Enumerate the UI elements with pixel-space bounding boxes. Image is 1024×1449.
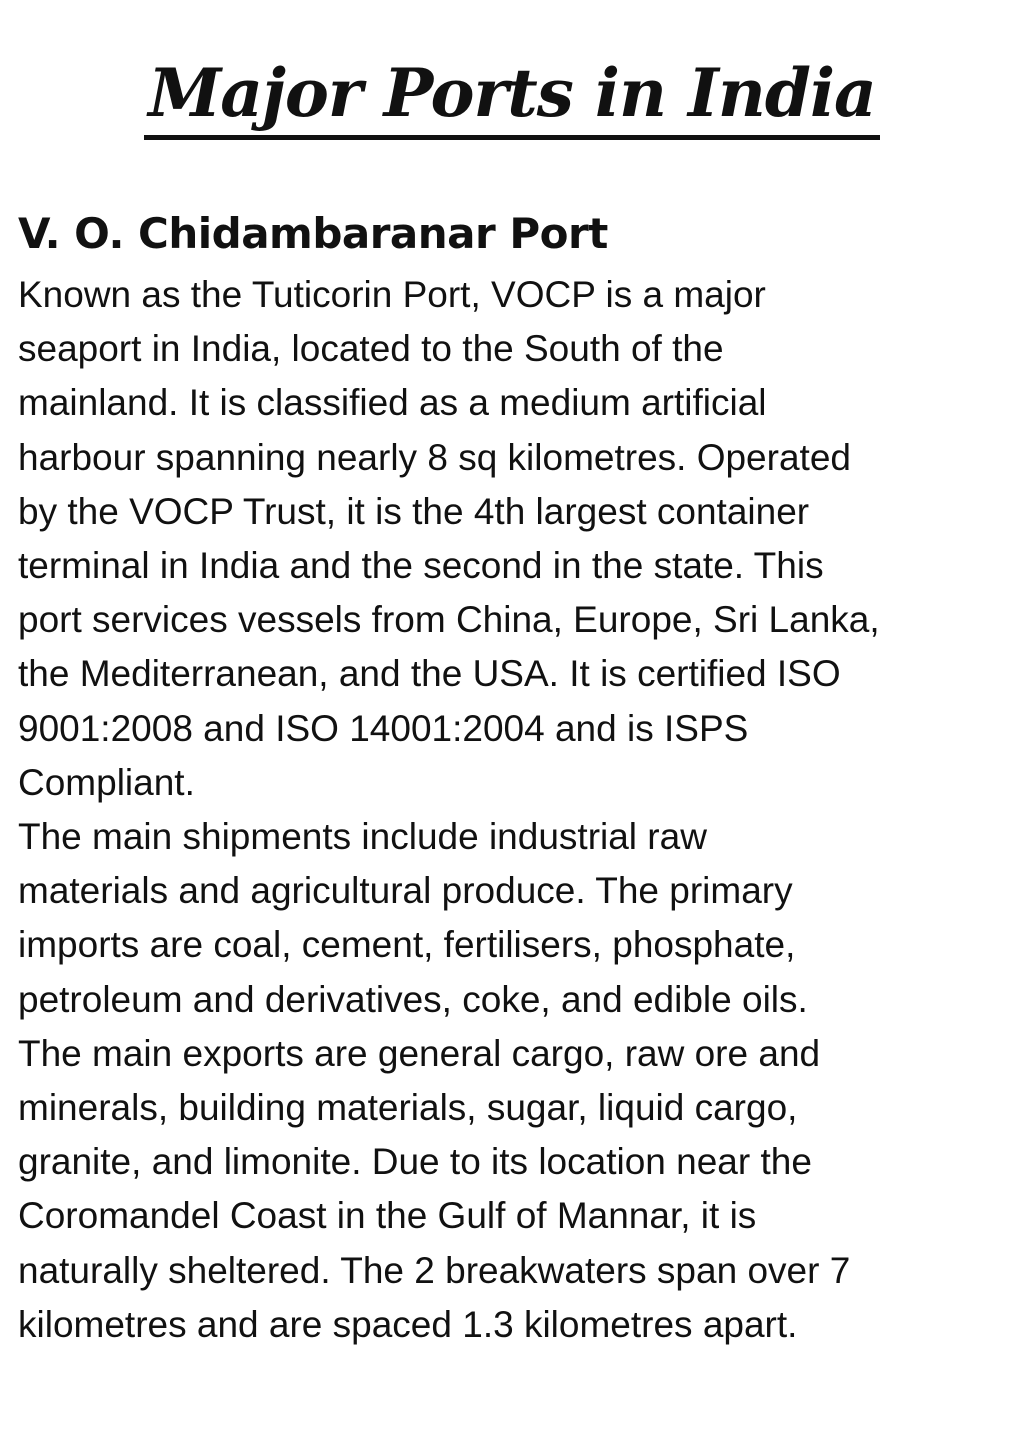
body-line: granite, and limonite. Due to its location near the xyxy=(18,1141,812,1183)
body-line: by the VOCP Trust, it is the 4th largest container xyxy=(18,490,810,532)
section-heading: V. O. Chidambaranar Port xyxy=(18,209,608,258)
body-line: The main exports are general cargo, raw ore and xyxy=(18,1032,821,1074)
body-line: petroleum and derivatives, coke, and edible oils. xyxy=(18,978,808,1020)
body-line: harbour spanning nearly 8 sq kilometres. Operated xyxy=(18,436,851,478)
page-title xyxy=(0,48,1024,140)
body-line: mainland. It is classified as a medium artificial xyxy=(18,382,767,424)
body-line: kilometres and are spaced 1.3 kilometres apart. xyxy=(18,1303,798,1345)
body-line: imports are coal, cement, fertilisers, phosphate, xyxy=(18,924,796,966)
body-line: Compliant. xyxy=(18,761,195,803)
body-line: 9001:2008 and ISO 14001:2004 and is ISPS xyxy=(18,707,749,749)
body-line: minerals, building materials, sugar, liquid cargo, xyxy=(18,1087,798,1129)
body-line: Coromandel Coast in the Gulf of Mannar, it is xyxy=(18,1195,757,1237)
body-line: port services vessels from China, Europe, Sri Lanka, xyxy=(18,599,880,641)
body-line: terminal in India and the second in the state. This xyxy=(18,545,824,587)
body-line: the Mediterranean, and the USA. It is certified ISO xyxy=(18,653,841,695)
body-line: seaport in India, located to the South of the xyxy=(18,328,724,370)
section-body xyxy=(18,268,1008,1352)
body-line: The main shipments include industrial raw xyxy=(18,816,707,858)
page-title-text: Major Ports in India xyxy=(144,51,880,140)
body-line: Known as the Tuticorin Port, VOCP is a major xyxy=(18,274,766,315)
body-line: materials and agricultural produce. The primary xyxy=(18,870,793,912)
body-line: naturally sheltered. The 2 breakwaters span over 7 xyxy=(18,1249,851,1291)
